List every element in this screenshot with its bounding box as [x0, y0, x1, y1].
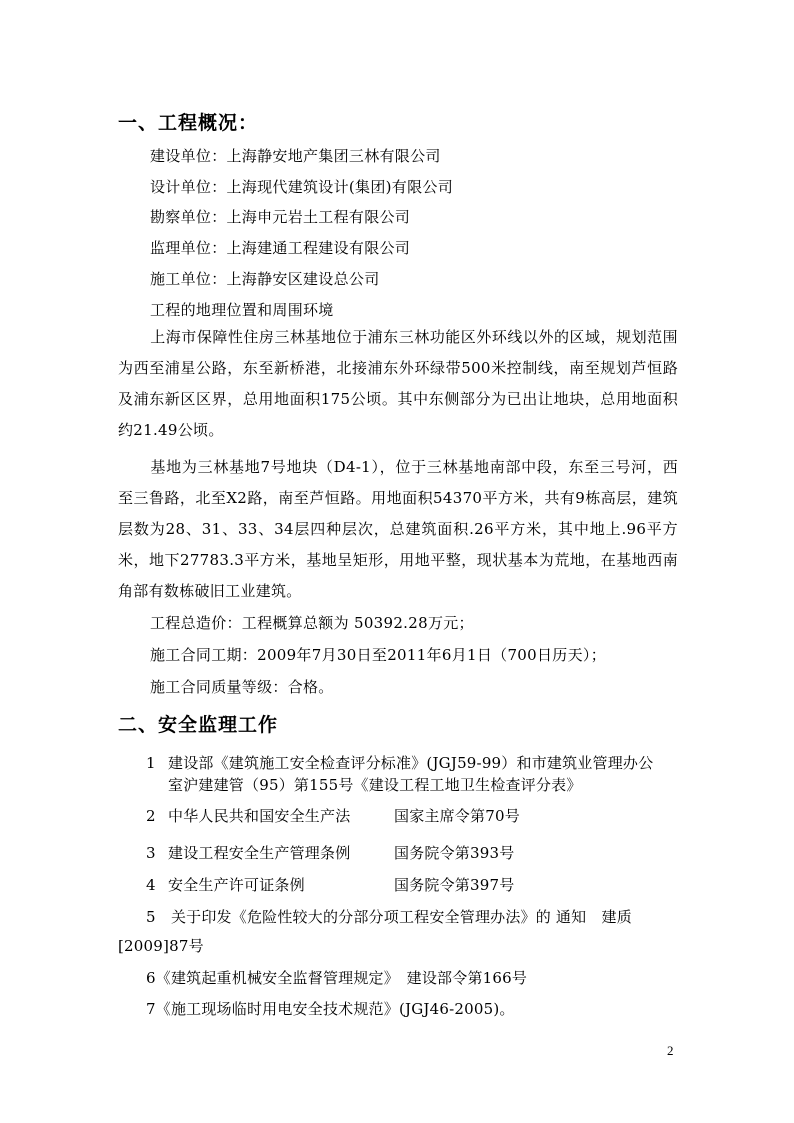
reference-7: 7《施工现场临时用电安全技术规范》(JGJ46-2005)。 [146, 1000, 515, 1018]
reference-1-number: 1 [146, 754, 156, 772]
reference-5-line-2: [2009]87号 [118, 937, 204, 955]
location-paragraph-text: 上海市保障性住房三林基地位于浦东三林功能区外环线以外的区域，规划范围为西至浦星公路，东至新桥港，北接浦东外环绿带500米控制线，南至规划芦恒路及浦东新区区界，总用地面积175公顷。其中东侧部分为已出让地块，总用地面积约21.49公顷。 [118, 328, 678, 439]
location-heading: 工程的地理位置和周围环境 [150, 301, 334, 319]
reference-1-line-1: 建设部《建筑施工安全检查评分标准》(JGJ59-99）和市建筑业管理办公 [168, 754, 654, 772]
reference-4 [146, 874, 515, 895]
contractor-unit: 施工单位：上海静安区建设总公司 [150, 270, 380, 288]
total-cost: 工程总造价：工程概算总额为 50392.28万元； [150, 614, 474, 632]
reference-1-line-2: 室沪建建管（95）第155号《建设工程工地卫生检查评分表》 [168, 776, 582, 794]
reference-3-order: 国务院令第393号 [394, 844, 515, 862]
reference-2 [146, 805, 520, 826]
site-paragraph [118, 452, 678, 607]
reference-3 [146, 842, 515, 863]
reference-6: 6《建筑起重机械安全监督管理规定》 建设部令第166号 [146, 969, 528, 987]
contract-period: 施工合同工期：2009年7月30日至2011年6月1日（700日历天）； [150, 646, 606, 664]
reference-5-line-1: 5 关于印发《危险性较大的分部分项工程安全管理办法》的 通知 建质 [146, 908, 632, 926]
reference-2-order: 国家主席令第70号 [394, 807, 520, 825]
supervision-unit: 监理单位：上海建通工程建设有限公司 [150, 239, 411, 257]
page-number: 2 [667, 1043, 674, 1058]
reference-4-name: 安全生产许可证条例 [168, 876, 305, 894]
site-paragraph-text: 基地为三林基地7号地块（D4-1），位于三林基地南部中段，东至三号河，西至三鲁路，北至X2路，南至芦恒路。用地面积54370平方米，共有9栋高层，建筑层数为28、31、33、34层四种层次，总建筑面积.26平方米，其中地上.96平方米，地下27783.3平方米，基地呈矩形，用地平整，现状基本为荒地，在基地西南角部有数栋破旧工业建筑。 [118, 458, 678, 600]
reference-3-number: 3 [146, 844, 156, 862]
reference-4-number: 4 [146, 876, 156, 894]
reference-4-order: 国务院令第397号 [394, 876, 515, 894]
location-paragraph [118, 322, 678, 446]
reference-2-name: 中华人民共和国安全生产法 [168, 807, 351, 825]
survey-unit: 勘察单位：上海申元岩土工程有限公司 [150, 208, 411, 226]
reference-3-name: 建设工程安全生产管理条例 [168, 844, 351, 862]
reference-1 [146, 752, 653, 773]
section-1-heading: 一、工程概况： [118, 112, 259, 134]
reference-2-number: 2 [146, 807, 156, 825]
section-2-heading: 二、安全监理工作 [118, 714, 279, 736]
quality-grade: 施工合同质量等级：合格。 [150, 678, 334, 696]
design-unit: 设计单位：上海现代建筑设计(集团)有限公司 [150, 178, 454, 196]
construction-unit: 建设单位：上海静安地产集团三林有限公司 [150, 147, 441, 165]
